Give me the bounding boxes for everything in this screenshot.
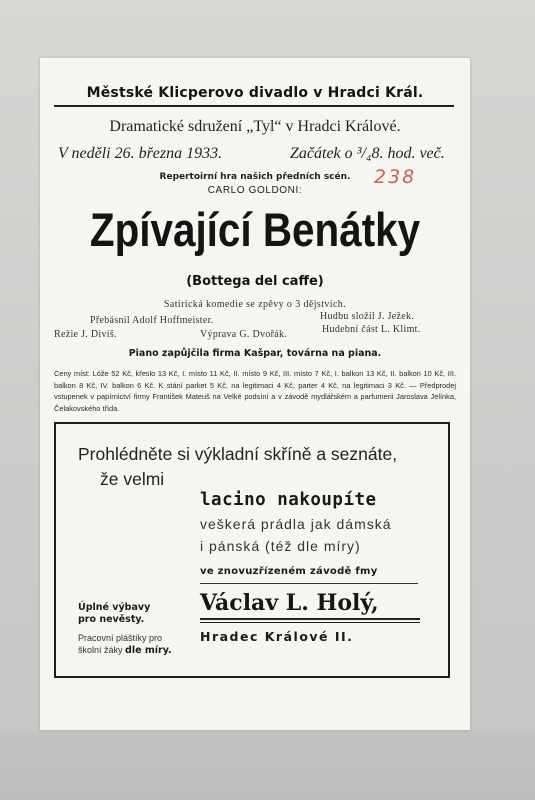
advertisement-box [54, 422, 450, 678]
play-genre: Satirická komedie se zpěvy o 3 dějstvích. [163, 299, 347, 310]
ad-side-school-line1: Pracovní pláštíky pro [78, 633, 163, 643]
ad-side-school-emph: dle míry. [125, 645, 172, 656]
direction-credit: Režie J. Diviš. [54, 329, 117, 340]
ad-side-bridal-line2: pro nevěsty. [78, 614, 145, 625]
handwritten-number: 238 [374, 166, 417, 188]
ad-city: Hradec Králové II. [200, 629, 354, 644]
ad-side-school-text: školní žáky [78, 645, 123, 655]
performance-date: V neděli 26. března 1933. [58, 145, 223, 162]
ad-goods-line1: veškerá prádla jak dámská [200, 516, 392, 532]
play-title: Zpívající Benátky [89, 203, 421, 256]
ad-headline-line2: že velmi [100, 469, 165, 489]
association-line: Dramatické sdružení „Tyl“ v Hradci Králové. [109, 118, 401, 135]
ad-cheap-line: lacino nakoupíte [200, 490, 377, 510]
start-time: Začátek o ³/₄8. hod. več. [290, 145, 445, 162]
theatre-name: Městské Klicperovo divadlo v Hradci Král. [86, 85, 424, 101]
ad-firm-name: Václav L. Holý, [200, 590, 379, 616]
repertoire-note: Repertoirní hra našich předních scén. [159, 172, 351, 182]
music-credit: Hudbu složil J. Ježek. [320, 311, 415, 322]
ad-headline-line1: Prohlédněte si výkladní skříně a seznáte, [78, 444, 398, 464]
ad-side-bridal-line1: Úplné výbavy [78, 602, 151, 613]
ticket-prices: Ceny míst: Lóže 52 Kč, křeslo 13 Kč, I. místo 11 Kč, II. místo 9 Kč, III. místo 7 Kč, I. balkon 13 Kč, II. balkon 10 Kč, III. balkon 8 Kč, IV. balkon 6 Kč. K stání parket 5 Kč, na legitimaci 4 Kč, parter 4 Kč, na legitimaci 3 Kč. — Předprodej vstupenek v papírnictví firmy František Mateuš na Velké podsíní a v závodě mydlářském a parfumerii Jaroslava Jelínka, Čelakovského třída. [54, 369, 456, 413]
ad-shop-line: ve znovuzřízeném závodě fmy [200, 566, 378, 577]
ad-firm-underline-thin [200, 622, 420, 623]
piano-note: Piano zapůjčila firma Kašpar, továrna na piana. [128, 348, 382, 359]
ad-side-bridal [78, 602, 150, 626]
music-part-credit: Hudební část L. Klimt. [322, 324, 421, 335]
scenery-credit: Výprava G. Dvořák. [200, 329, 288, 340]
ad-goods-line2: i pánská (též dle míry) [200, 538, 361, 554]
play-subtitle: (Bottega del caffe) [186, 274, 324, 289]
translation-credit: Přebásnil Adolf Hoffmeister. [90, 315, 214, 326]
ad-side-school-line2 [78, 644, 172, 657]
poster-sheet [40, 58, 470, 730]
ad-firm-underline [200, 618, 420, 620]
play-author: CARLO GOLDONI: [207, 185, 303, 196]
ad-rule [200, 583, 418, 584]
ad-side-school [78, 632, 172, 657]
background-surface-edge [0, 730, 535, 800]
header-rule [54, 105, 454, 107]
